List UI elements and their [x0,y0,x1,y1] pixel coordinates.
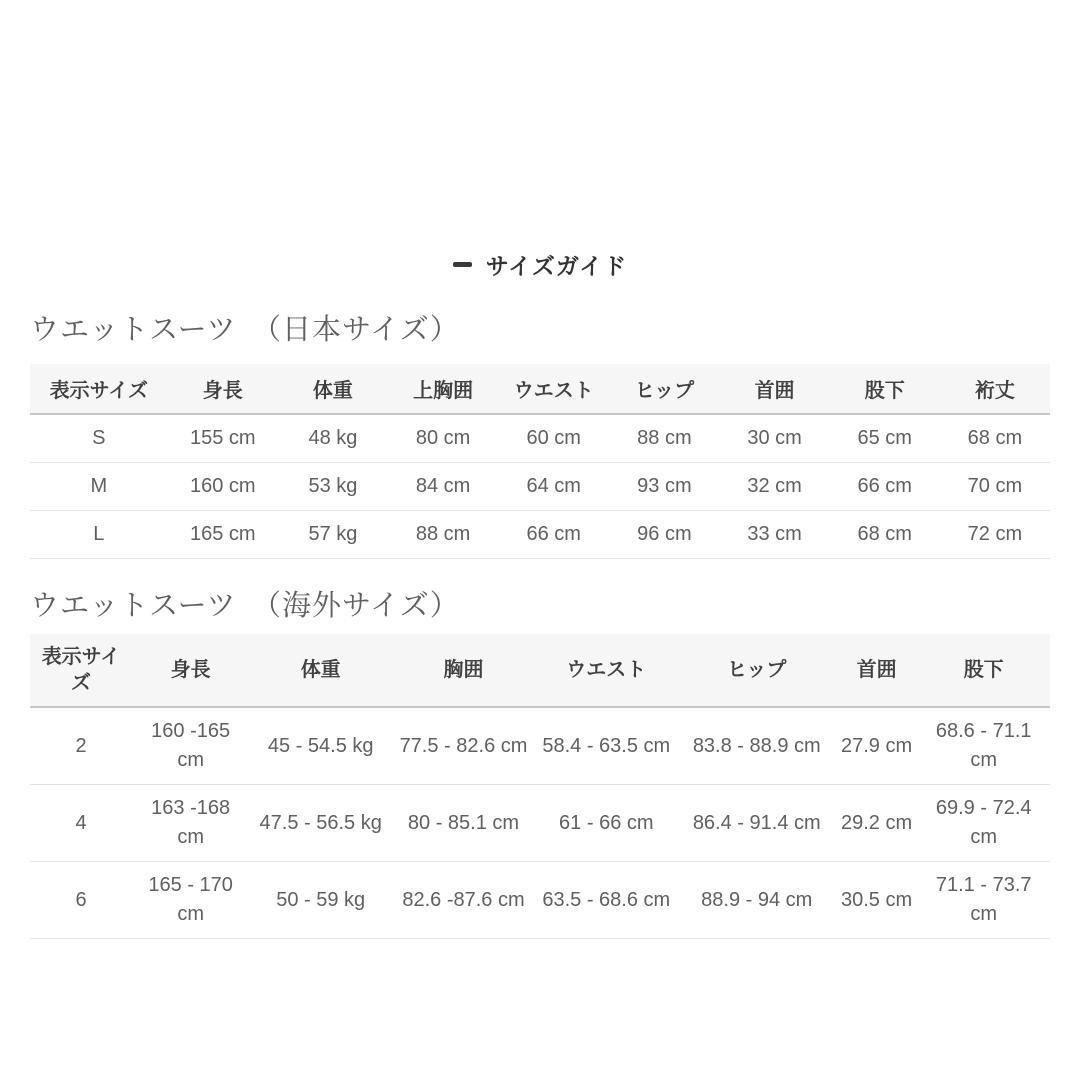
cell: 88 cm [388,511,498,559]
cell: 80 cm [388,414,498,463]
column-header: ヒップ [609,364,719,414]
cell: 160 -165 cm [132,707,249,785]
cell: 68 cm [940,414,1050,463]
cell: 57 kg [278,511,388,559]
cell: 69.9 - 72.4 cm [917,785,1050,862]
cell: 60 cm [498,414,609,463]
cell: 165 - 170 cm [132,862,249,939]
table-row-size-m [30,463,1050,511]
cell: 83.8 - 88.9 cm [678,707,836,785]
cell: 65 cm [830,414,940,463]
cell: 165 cm [168,511,278,559]
cell: 4 [30,785,132,862]
column-header: 体重 [278,364,388,414]
column-header: 股下 [830,364,940,414]
japan-sizes-title: ウエットスーツ （日本サイズ） [30,314,460,346]
cell: 66 cm [830,463,940,511]
column-header: 裄丈 [940,364,1050,414]
column-header: ヒップ [678,634,836,707]
column-header: ウエスト [535,634,678,707]
table-row-size-4 [30,785,1050,862]
column-header: 身長 [168,364,278,414]
cell: 29.2 cm [836,785,918,862]
column-header: 胸囲 [392,634,535,707]
cell: 53 kg [278,463,388,511]
cell: 84 cm [388,463,498,511]
column-header: 上胸囲 [388,364,498,414]
cell: 48 kg [278,414,388,463]
column-header: 体重 [249,634,392,707]
cell: 58.4 - 63.5 cm [535,707,678,785]
japan-header-row [30,364,1050,414]
cell: 30.5 cm [836,862,918,939]
cell: 32 cm [719,463,829,511]
column-header: 表示サイズ [30,364,168,414]
column-header: 首囲 [836,634,918,707]
column-header: 身長 [132,634,249,707]
cell: 27.9 cm [836,707,918,785]
cell: 72 cm [940,511,1050,559]
cell: S [30,414,168,463]
cell: 93 cm [609,463,719,511]
collapse-minus-icon[interactable] [453,262,472,267]
cell: 77.5 - 82.6 cm [392,707,535,785]
cell: 6 [30,862,132,939]
cell: 61 - 66 cm [535,785,678,862]
cell: 160 cm [168,463,278,511]
cell: 86.4 - 91.4 cm [678,785,836,862]
section-overseas-sizes [0,583,1080,939]
cell: L [30,511,168,559]
table-row-size-6 [30,862,1050,939]
cell: 155 cm [168,414,278,463]
overseas-sizes-title: ウエットスーツ （海外サイズ） [30,590,460,622]
cell: 45 - 54.5 kg [249,707,392,785]
table-row-size-l [30,511,1050,559]
page-title: サイズガイド [485,253,628,279]
cell: 30 cm [719,414,829,463]
cell: 88 cm [609,414,719,463]
overseas-size-table [30,634,1050,939]
column-header: 首囲 [719,364,829,414]
cell: 82.6 -87.6 cm [392,862,535,939]
cell: 63.5 - 68.6 cm [535,862,678,939]
size-guide-accordion-header [0,0,1080,281]
table-row-size-s [30,414,1050,463]
table-row-size-2 [30,707,1050,785]
cell: M [30,463,168,511]
overseas-header-row [30,634,1050,707]
cell: 96 cm [609,511,719,559]
column-header: 表示サイズ [30,634,132,707]
cell: 68.6 - 71.1 cm [917,707,1050,785]
column-header: 股下 [917,634,1050,707]
cell: 33 cm [719,511,829,559]
cell: 71.1 - 73.7 cm [917,862,1050,939]
section-japan-sizes [0,307,1080,559]
cell: 50 - 59 kg [249,862,392,939]
cell: 80 - 85.1 cm [392,785,535,862]
cell: 163 -168 cm [132,785,249,862]
cell: 47.5 - 56.5 kg [249,785,392,862]
column-header: ウエスト [498,364,609,414]
cell: 70 cm [940,463,1050,511]
cell: 2 [30,707,132,785]
cell: 64 cm [498,463,609,511]
cell: 66 cm [498,511,609,559]
cell: 88.9 - 94 cm [678,862,836,939]
cell: 68 cm [830,511,940,559]
japan-size-table [30,364,1050,559]
